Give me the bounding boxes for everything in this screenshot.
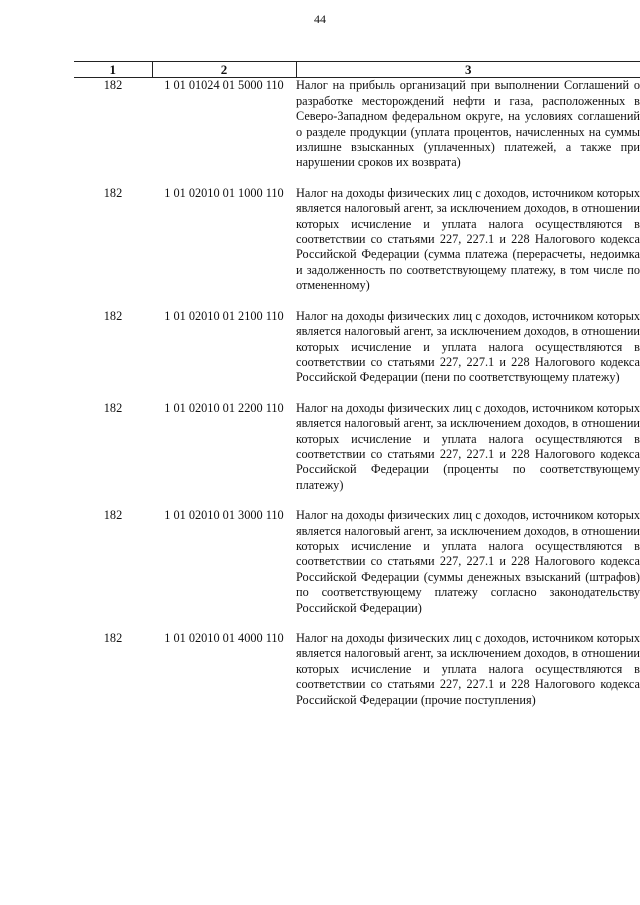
table-header-row: [74, 62, 640, 78]
kbk-code-cell: 1 01 02010 01 4000 110: [164, 631, 284, 645]
table-row: [74, 78, 640, 186]
table-row: [74, 309, 640, 401]
revenue-codes-table: [74, 61, 640, 723]
table-row: [74, 401, 640, 508]
column-header-3: 3: [296, 62, 640, 78]
description-cell: Налог на доходы физических лиц с доходов, источником которых является налоговый агент, за исключением доходов, в отношении которых исчисление и уплата налога осуществляются в соответствии со статьями 227, 227.1 и 228 Налогового кодекса Российской Федерации (пени по соответствующему платежу): [296, 308, 640, 385]
table-row: [74, 631, 640, 723]
column-header-1: 1: [74, 62, 152, 78]
table-row: [74, 508, 640, 631]
admin-code-cell: 182: [103, 308, 123, 323]
kbk-code-cell: 1 01 01024 01 5000 110: [164, 78, 284, 93]
description-cell: Налог на доходы физических лиц с доходов, источником которых является налоговый агент, за исключением доходов, в отношении которых исчисление и уплата налога осуществляются в соответствии со статьями 227, 227.1 и 228 Налогового кодекса Российской Федерации (сумма платежа (перерасчеты, недоимка и задолженность по соответствующему платежу, в том числе по отмененному): [296, 185, 640, 293]
admin-code-cell: 182: [103, 185, 123, 200]
kbk-code-cell: 1 01 02010 01 2100 110: [164, 308, 284, 323]
table-row: [74, 186, 640, 309]
kbk-code-cell: 1 01 02010 01 1000 110: [164, 185, 284, 200]
admin-code-cell: 182: [103, 78, 123, 93]
description-cell: Налог на доходы физических лиц с доходов, источником которых является налоговый агент, за исключением доходов, в отношении которых исчисление и уплата налога осуществляются в соответствии со статьями 227, 227.1 и 228 Налогового кодекса Российской Федерации (проценты по соответствующему платежу): [296, 400, 640, 492]
kbk-code-cell: 1 01 02010 01 2200 110: [164, 400, 284, 415]
admin-code-cell: 182: [103, 400, 123, 415]
description-cell: Налог на прибыль организаций при выполнении Соглашений о разработке месторождений нефти и газа, расположенных в Северо-Западном федеральном округе, на условиях соглашений о разделе продукции (уплата процентов, начисленных на суммы излишне взысканных (уплаченных) платежей, а также при нарушении сроков их возврата): [296, 78, 640, 170]
page-number: 44: [314, 12, 326, 26]
kbk-code-cell: 1 01 02010 01 3000 110: [164, 508, 284, 523]
column-header-2: 2: [152, 62, 296, 78]
description-cell: Налог на доходы физических лиц с доходов, источником которых является налоговый агент, за исключением доходов, в отношении которых исчисление и уплата налога осуществляются в соответствии со статьями 227, 227.1 и 228 Налогового кодекса Российской Федерации (прочие поступления): [296, 631, 640, 707]
admin-code-cell: 182: [103, 508, 123, 523]
admin-code-cell: 182: [103, 631, 123, 645]
description-cell: Налог на доходы физических лиц с доходов, источником которых является налоговый агент, за исключением доходов, в отношении которых исчисление и уплата налога осуществляются в соответствии со статьями 227, 227.1 и 228 Налогового кодекса Российской Федерации (суммы денежных взысканий (штрафов) по соответствующему платежу согласно законодательству Российской Федерации): [296, 508, 640, 615]
